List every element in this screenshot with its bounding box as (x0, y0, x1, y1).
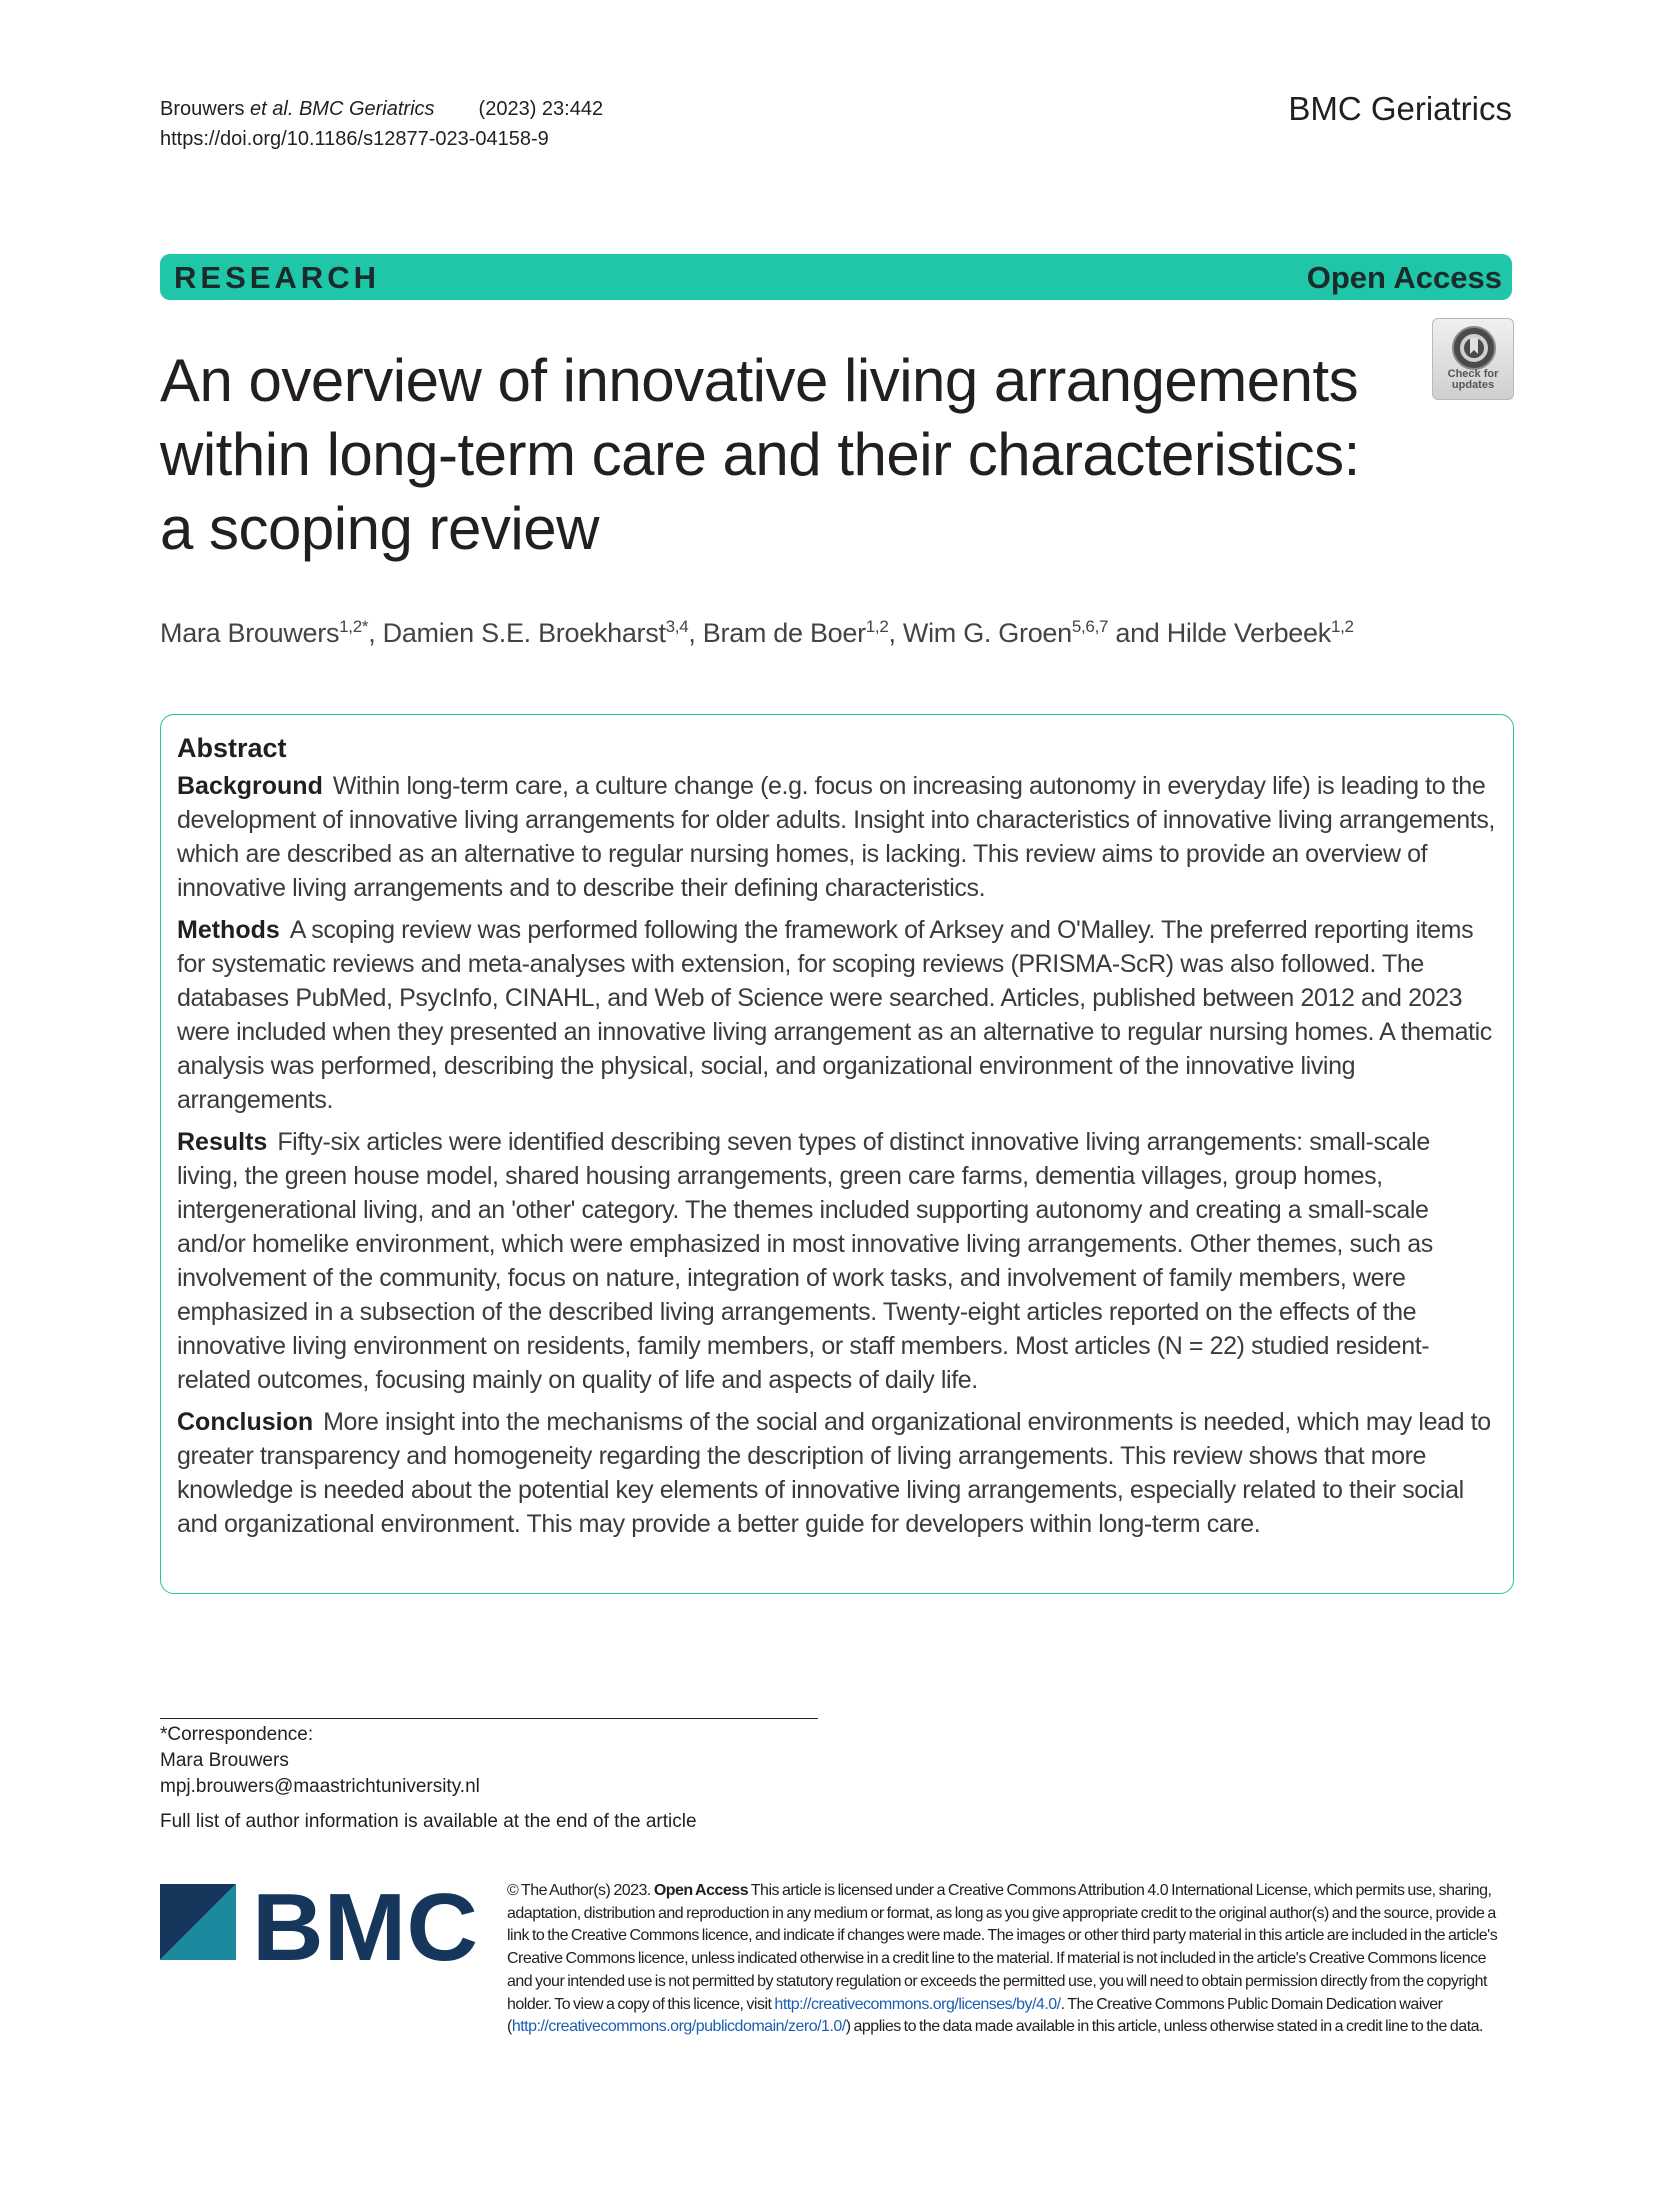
author-separator: , (888, 618, 903, 648)
author-info-note: Full list of author information is available at the end of the article (160, 1811, 697, 1832)
research-banner (160, 254, 1512, 300)
author-affiliation: 5,6,7 (1071, 617, 1109, 636)
licence-open-access: Open Access (653, 1882, 749, 1899)
correspondence-name: Mara Brouwers (160, 1750, 289, 1771)
background-text: Within long-term care, a culture change (e.g. focus on increasing autonomy in everyday life) is leading to the development of innovative living arrangements for older adults. Insight into characteristics of innovative living arrangements, which are described as an alternative to regular nursing homes, is lacking. This review aims to provide an overview of innovative living arrangements and to describe their defining characteristics. (177, 772, 1495, 902)
article-title: An overview of innovative living arrangements within long-term care and their characteristics: a scoping review (160, 347, 1360, 562)
citation-year-volume: (2023) 23:442 (478, 98, 604, 120)
author-separator: , (688, 618, 703, 648)
citation-etal: et al. (250, 98, 294, 120)
correspondence-block (160, 1722, 480, 1800)
abstract-conclusion (177, 1405, 1497, 1541)
citation-header (160, 94, 603, 154)
author-name: Damien S.E. Broekharst (382, 618, 666, 648)
badge-line1: Check for (1447, 368, 1499, 380)
check-for-updates-badge[interactable] (1432, 318, 1514, 400)
author-separator: and (1108, 618, 1167, 648)
section-label: RESEARCH (174, 260, 380, 295)
bmc-logo-text: BMC (252, 1884, 478, 1964)
author-affiliation: 1,2* (339, 617, 369, 636)
licence-link-zero[interactable]: http://creativecommons.org/publicdomain/zero/1.0/ (511, 2018, 846, 2036)
author-affiliation: 1,2 (865, 617, 889, 636)
licence-body-2: . The Creative Commons Public Domain Dedication waiver ( (507, 1995, 1443, 2036)
bookmark-icon (1452, 326, 1496, 370)
abstract-box (160, 714, 1514, 1594)
correspondence-email[interactable]: mpj.brouwers@maastrichtuniversity.nl (160, 1776, 480, 1797)
journal-name: BMC Geriatrics (1288, 90, 1512, 127)
licence-link-by[interactable]: http://creativecommons.org/licenses/by/4.0/ (774, 1995, 1061, 2013)
background-label: Background (177, 772, 323, 800)
abstract-results (177, 1125, 1497, 1397)
results-label: Results (177, 1128, 268, 1156)
footnote-divider (160, 1718, 818, 1719)
check-for-updates-text (1433, 369, 1513, 391)
licence-text (507, 1880, 1512, 2039)
badge-line2: updates (1451, 379, 1495, 391)
author-name: Hilde Verbeek (1166, 618, 1331, 648)
conclusion-text: More insight into the mechanisms of the social and organizational environments is needed, which may lead to greater transparency and homogeneity regarding the description of living arrangements. This review shows that more knowledge is needed about the potential key elements of innovative living arrangements, especially related to their social and organizational environment. This may provide a better guide for developers within long-term care. (177, 1408, 1491, 1538)
author-affiliation: 1,2 (1330, 617, 1354, 636)
author-name: Bram de Boer (702, 618, 866, 648)
results-text: Fifty-six articles were identified describing seven types of distinct innovative living arrangements: small-scale living, the green house model, shared housing arrangements, green care farms, dementia villages, group homes, intergenerational living, and an 'other' category. The themes included supporting autonomy and creating a small-scale and/or homelike environment, which were emphasized in most innovative living arrangements. Other themes, such as involvement of the community, focus on nature, integration of work tasks, and involvement of family members, were emphasized in a subsection of the described living arrangements. Twenty-eight articles reported on the effects of the innovative living environment on residents, family members, or staff members. Most articles (N = 22) studied resident-related outcomes, focusing mainly on quality of life and aspects of daily life. (177, 1128, 1433, 1394)
author-separator: , (368, 618, 383, 648)
methods-text: A scoping review was performed following the framework of Arksey and O'Malley. The preferred reporting items for systematic reviews and meta-analyses with extension, for scoping reviews (PRISMA-ScR) was also followed. The databases PubMed, PsycInfo, CINAHL, and Web of Science were searched. Articles, published between 2012 and 2023 were included when they presented an innovative living arrangement as an alternative to regular nursing homes. A thematic analysis was performed, describing the physical, social, and organizational environment of the innovative living arrangements. (177, 916, 1492, 1114)
abstract-methods (177, 913, 1497, 1117)
author-name: Mara Brouwers (160, 618, 340, 648)
licence-body-1: This article is licensed under a Creative Commons Attribution 4.0 International License, which permits use, sharing, adaptation, distribution and reproduction in any medium or format, as long as you give appropriate credit to the original author(s) and the source, provide a link to the Creative Commons licence, and indicate if changes were made. The images or other third party material in this article are included in the article's Creative Commons licence, unless indicated otherwise in a credit line to the material. If material is not included in the article's Creative Commons licence and your intended use is not permitted by statutory regulation or exceeds the permitted use, you will need to obtain permission directly from the copyright holder. To view a copy of this licence, visit (507, 1882, 1498, 2013)
citation-authors: Brouwers (160, 98, 245, 120)
correspondence-label: *Correspondence: (160, 1724, 314, 1745)
bmc-logo (160, 1884, 480, 1964)
author-list (160, 617, 1354, 649)
open-access-label: Open Access (1306, 260, 1502, 295)
licence-body-3: ) applies to the data made available in this article, unless otherwise stated in a credit line to the data. (845, 2018, 1483, 2036)
author-name: Wim G. Groen (902, 618, 1072, 648)
author-affiliation: 3,4 (665, 617, 689, 636)
abstract-heading: Abstract (177, 733, 287, 763)
methods-label: Methods (177, 916, 280, 944)
doi-link[interactable]: https://doi.org/10.1186/s12877-023-04158-9 (160, 128, 549, 150)
citation-journal: BMC Geriatrics (298, 98, 435, 120)
abstract-background (177, 769, 1497, 905)
conclusion-label: Conclusion (177, 1408, 314, 1436)
citation-line (160, 94, 603, 124)
copyright-notice: © The Author(s) 2023. (507, 1882, 651, 1899)
